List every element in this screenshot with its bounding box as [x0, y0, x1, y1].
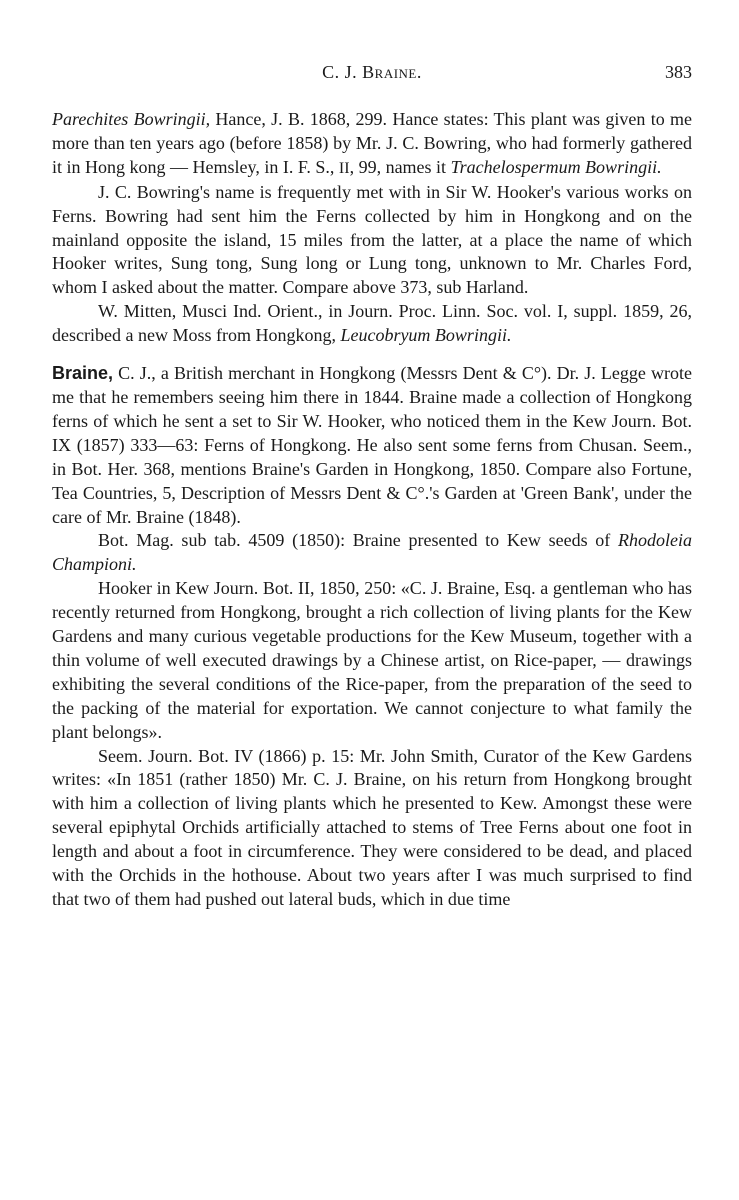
- paragraph-mitten-moss: [52, 300, 692, 348]
- paragraph-bowring-ferns: [52, 181, 692, 301]
- text-run: Hance, J. B. 1868, 299. Hance states: This plant was given to me more than ten years ago (before 1858) by Mr. J. C. Bowring, who had formerly gathered it in Hong kong — Hemsley, in I. F. S.,: [52, 109, 692, 177]
- taxon-name: Trachelospermum Bowringii.: [450, 156, 662, 177]
- text-run: , 99, names it: [349, 156, 451, 177]
- text-run: C. J., a British merchant in Hongkong (Messrs Dent & C°). Dr. J. Legge wrote me that he remembers seeing him there in 1844. Braine made a collection of Hongkong ferns of which he sent a set to Sir W. Hooker, who noticed them in the Kew Journ. Bot. IX (1857) 333—63: Ferns of Hongkong. He also sent some ferns from Chusan. Seem., in Bot. Her. 368, mentions Braine's Garden in Hongkong, 1850. Compare also Fortune, Tea Countries, 5, Description of Messrs Dent & C°.'s Garden at 'Green Bank', under the care of Mr. Braine (1848).: [52, 363, 692, 527]
- text-run: Seem. Journ. Bot. IV (1866) p. 15: Mr. John Smith, Curator of the Kew Gardens writes: «In 1851 (rather 1850) Mr. C. J. Braine, on his return from Hongkong brought with him a collection of living plants which he presented to Kew. Amongst these were several epiphytal Orchids artificially attached to stems of Tree Ferns about one foot in length and about a foot in circumference. They were considered to be dead, and placed with the Orchids in the hothouse. About two years after I was much surprised to find that two of them had pushed out lateral buds, which in due time: [52, 745, 692, 909]
- page-header: [52, 62, 692, 90]
- running-head: C. J. Braine.: [322, 62, 422, 82]
- taxon-name: Parechites Bowringii,: [52, 109, 211, 129]
- volume-numeral: II: [338, 159, 350, 177]
- paragraph-seemann-quote: [52, 745, 692, 912]
- taxon-name: Rhodoleia Championi.: [52, 530, 692, 575]
- entry-heading: Braine,: [52, 363, 114, 384]
- text-run: J. C. Bowring's name is frequently met with in Sir W. Hooker's various works on Ferns. Bowring had sent him the Ferns collected by him in Hongkong and on the mainland opposite the island, 15 miles from the latter, at a place the name of which Hooker writes, Sung tong, Sung long or Lung tong, unknown to Mr. Charles Ford, whom I asked about the matter. Compare above 373, sub Harland.: [52, 181, 692, 298]
- page-body: [52, 108, 692, 912]
- text-run: Bot. Mag. sub tab. 4509 (1850): Braine presented to Kew seeds of: [98, 530, 618, 551]
- text-run: W. Mitten, Musci Ind. Orient., in Journ. Proc. Linn. Soc. vol. I, suppl. 1859, 26, described a new Moss from Hongkong,: [52, 301, 692, 346]
- paragraph-parechites: [52, 108, 692, 181]
- taxon-name: Leucobryum Bowringii.: [340, 325, 512, 346]
- page-number: 383: [665, 62, 692, 82]
- paragraph-bot-mag: [52, 529, 692, 577]
- text-run: Hooker in Kew Journ. Bot. II, 1850, 250: «C. J. Braine, Esq. a gentleman who has recently returned from Hongkong, brought a rich collection of living plants for the Kew Gardens and many curious vegetable productions for the Kew Museum, together with a thin volume of well executed drawings by a Chinese artist, on Rice-paper, — drawings exhibiting the several conditions of the Rice-paper, from the preparation of the seed to the packing of the material for exportation. We cannot conjecture to what family the plant belongs».: [52, 578, 692, 742]
- paragraph-hooker-quote: [52, 577, 692, 744]
- paragraph-braine-entry: [52, 362, 692, 529]
